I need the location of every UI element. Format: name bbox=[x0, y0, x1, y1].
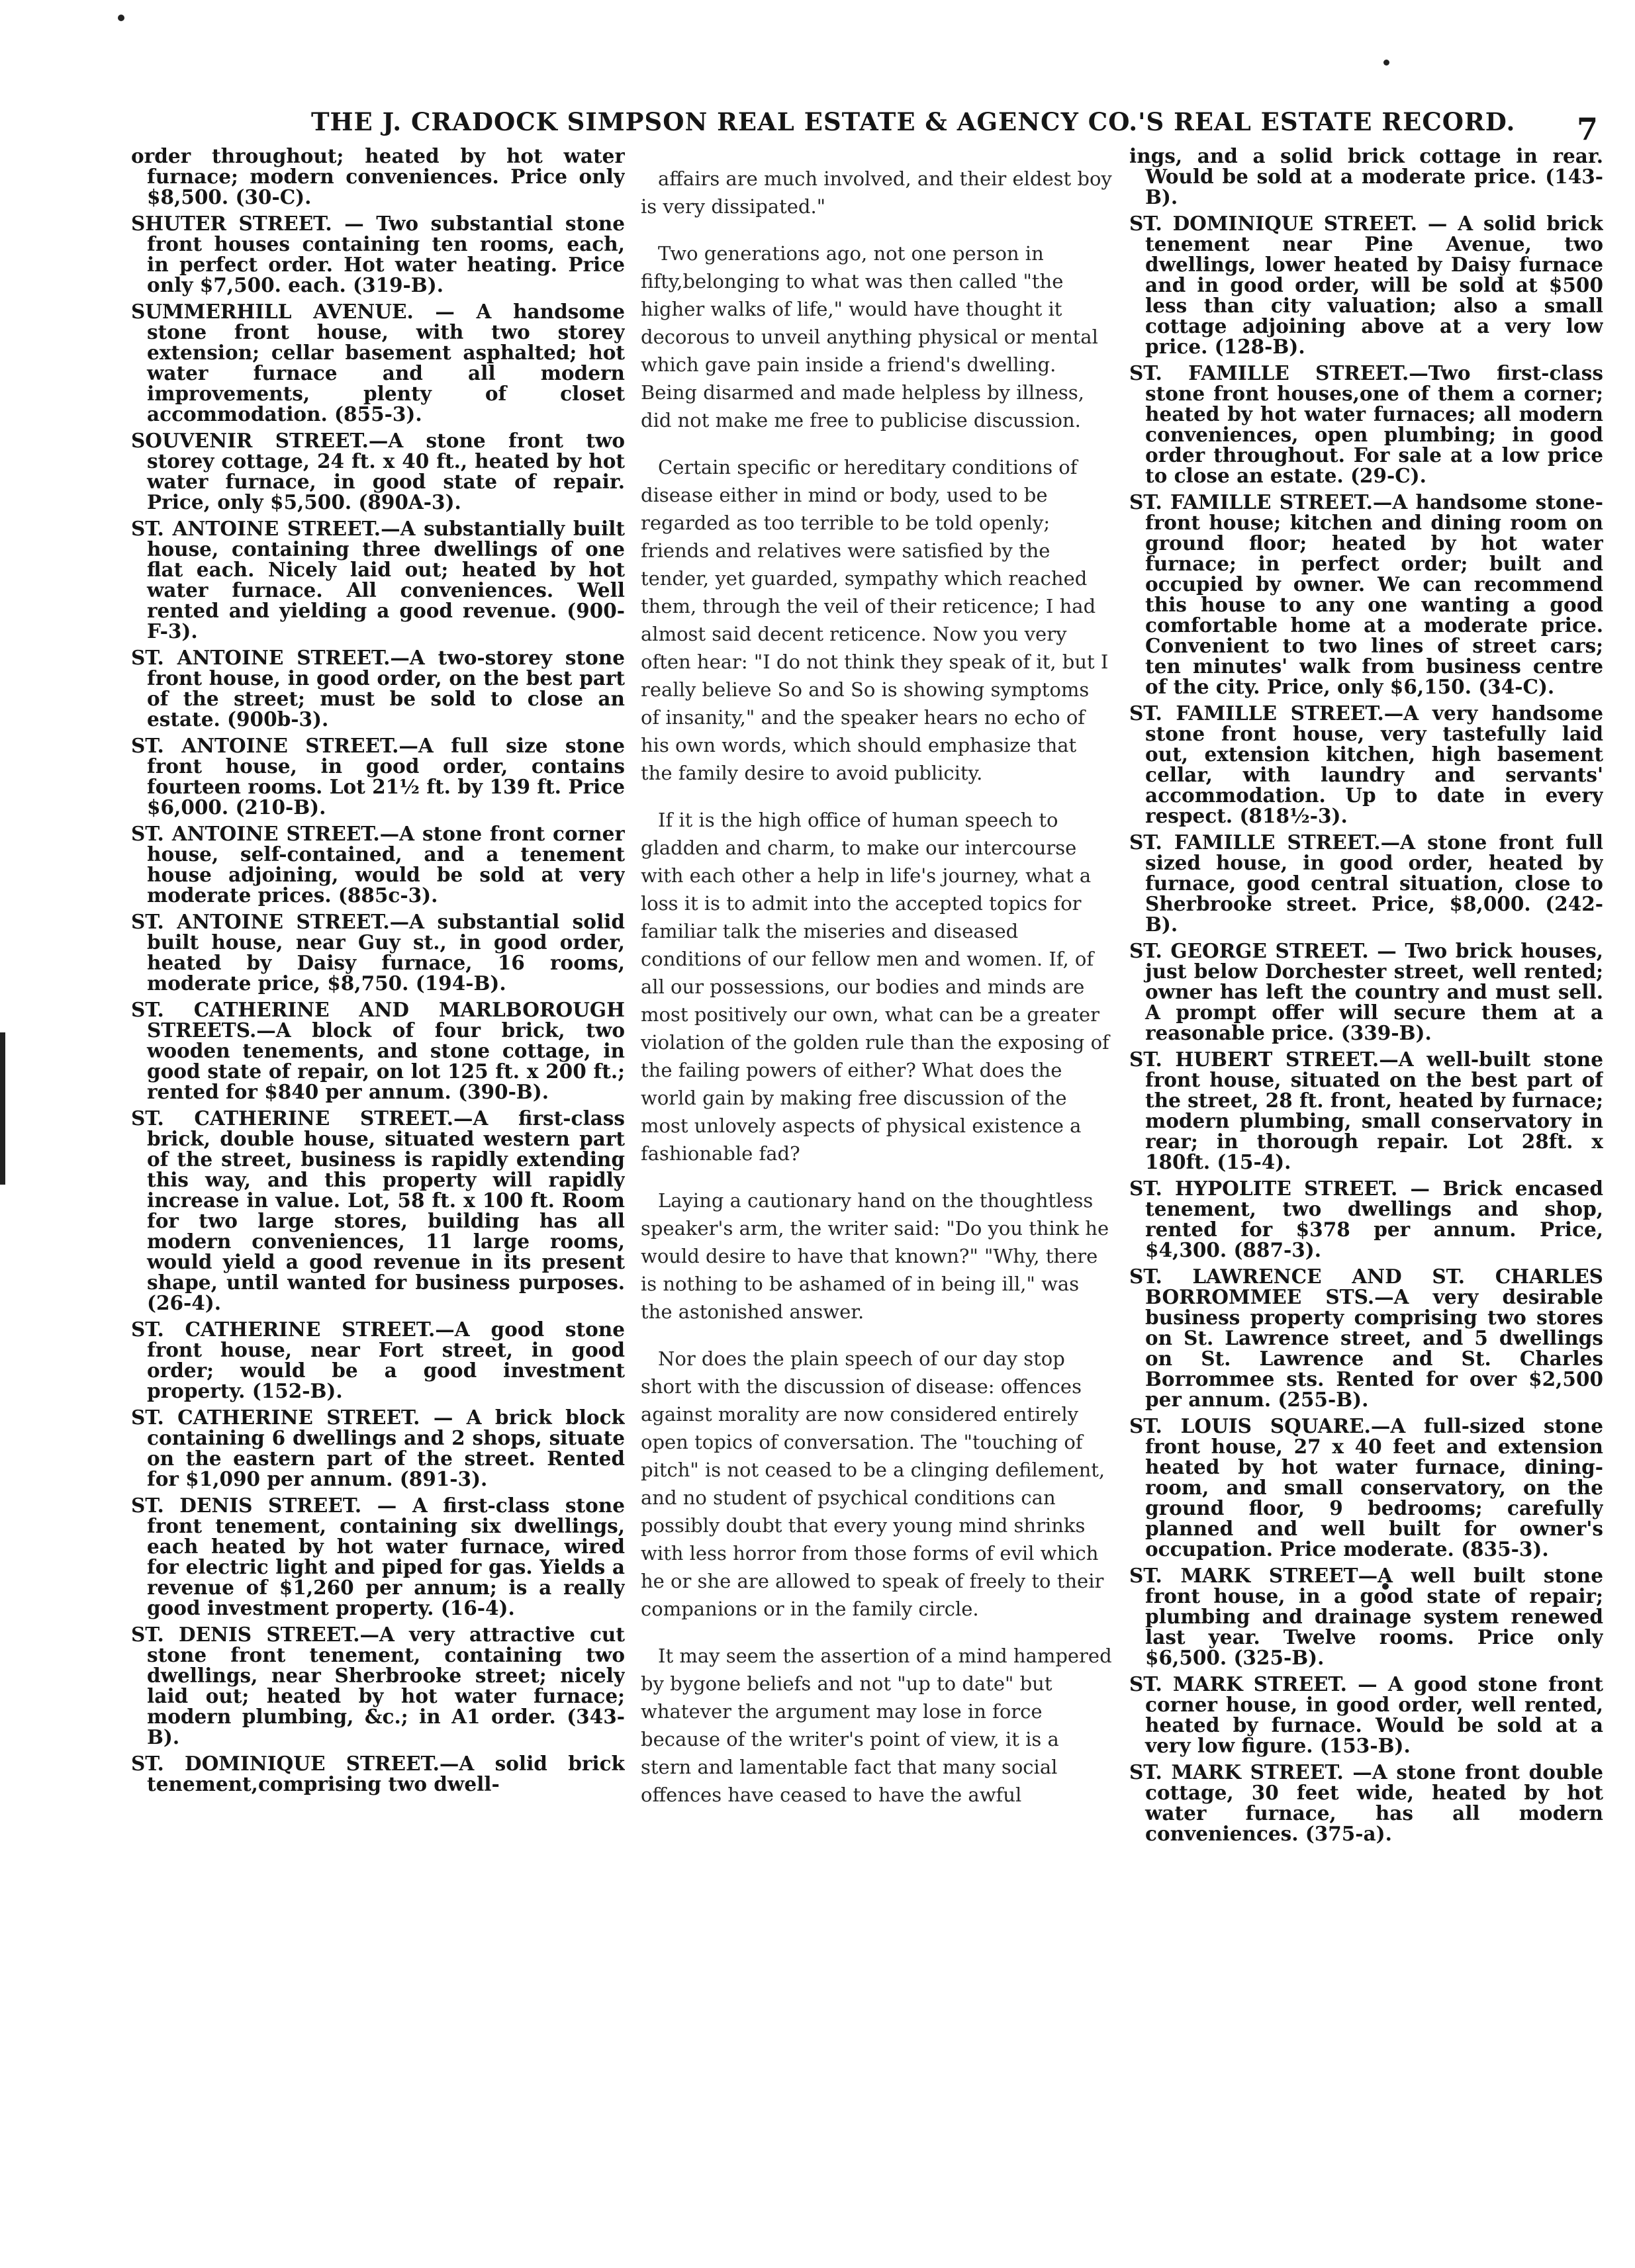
listing: ST. ANTOINE STREET.—A substantial solid built house, near Guy st., in good order, heated by Daisy furnace, 16 rooms, moderate price, $8,750. (194-B). bbox=[131, 910, 625, 995]
listing: ST. HYPOLITE STREET. — Brick encased tenement, two dwellings and shop, rented for $378 per annum. Price, $4,300. (887-3). bbox=[1129, 1177, 1603, 1261]
listing: ST. FAMILLE STREET.—Two first-class stone front houses,one of them a corner; heated by hot water furnaces; all modern conveniences, open plumbing; in good order throughout. For sale at a low price to close an estate. (29-C). bbox=[1129, 361, 1603, 487]
listing: order throughout; heated by hot water furnace; modern conveniences. Price only $8,500. (30-C). bbox=[131, 146, 625, 208]
listing: ST. LAWRENCE AND ST. CHARLES BORROMMEE STS.—A very desirable business property comprising two stores on St. Lawrence street, and 5 dwellings on St. Lawrence and St. Charles Borrommee sts. Rented for over $2,500 per annum. (255-B). bbox=[1129, 1265, 1603, 1411]
article-paragraph: Certain specific or hereditary conditions of disease either in mind or body, used to be regarded as too terrible to be told openly; friends and relatives were satisfied by the tender, yet guarded, sympathy which reached them, through the veil of their reticence; I had almost said decent reticence. Now you very often hear: "I do not think they speak of it, but I really believe So and So is showing symptoms of insanity," and the speaker hears no echo of his own words, which should emphasize that the family desire to avoid publicity. bbox=[641, 456, 1109, 784]
article-paragraph: Two generations ago, not one person in fifty,belonging to what was then called "the higher walks of life," would have thought it decorous to unveil anything physical or mental which gave pain inside a friend's dwelling. Being disarmed and made helpless by illness, did not make me free to publicise discussion. bbox=[641, 242, 1098, 431]
left-margin-rule bbox=[0, 1032, 5, 1185]
page-number: 7 bbox=[1577, 111, 1599, 147]
listing: ST. FAMILLE STREET.—A stone front full sized house, in good order, heated by furnace, good central situation, close to Sherbrooke street. Price, $8,000. (242-B). bbox=[1129, 831, 1603, 936]
listing: ST. ANTOINE STREET.—A substantially built house, containing three dwellings of one flat each. Nicely laid out; heated by hot water furnace. All conveniences. Well rented and yielding a good revenue. (900-F-3). bbox=[131, 517, 625, 643]
listing: ST. DENIS STREET.—A very attractive cut stone front tenement, containing two dwellings, near Sherbrooke street; nicely laid out; heated by hot water furnace; modern plumbing, &c.; in A1 order. (343-B). bbox=[131, 1623, 625, 1748]
listing: ST. CATHERINE AND MARLBOROUGH STREETS.—A block of four brick, two wooden tenements, and stone cottage, in good state of repair, on lot 125 ft. x 200 ft.; rented for $840 per annum. (390-B). bbox=[131, 998, 625, 1103]
listing: ST. DOMINIQUE STREET. — A solid brick tenement near Pine Avenue, two dwellings, lower heated by Daisy furnace and in good order, will be sold at $500 less than city valuation; also a small cottage adjoining above at a very low price. (128-B). bbox=[1129, 212, 1603, 358]
print-speck bbox=[118, 15, 124, 21]
print-speck bbox=[1383, 60, 1389, 66]
listing: ST. DENIS STREET. — A first-class stone front tenement, containing six dwellings, each heated by hot water furnace, wired for electric light and piped for gas. Yields a revenue of $1,260 per annum; is a really good investment property. (16-4). bbox=[131, 1494, 625, 1619]
listing: ST. FAMILLE STREET.—A handsome stone-front house; kitchen and dining room on ground floor; heated by hot water furnace; in perfect order; built and occupied by owner. We can recommend this house to any one wanting a good comfortable home at a moderate price. Convenient to two lines of street cars; ten minutes' walk from business centre of the city. Price, only $6,150. (34-C). bbox=[1129, 490, 1603, 698]
listing: ST. MARK STREET. —A stone front double cottage, 30 feet wide, heated by hot water furnace, has all modern conveniences. (375-a). bbox=[1129, 1760, 1603, 1845]
listing: ST. ANTOINE STREET.—A two-storey stone front house, in good order, on the best part of the street; must be sold to close an estate. (900b-3). bbox=[131, 646, 625, 731]
listing: ST. DOMINIQUE STREET.—A solid brick tenement,comprising two dwell- bbox=[131, 1752, 625, 1795]
listing: ST. CATHERINE STREET. — A brick block containing 6 dwellings and 2 shops, situate on the eastern part of the street. Rented for $1,090 per annum. (891-3). bbox=[131, 1406, 625, 1490]
listing: ST. MARK STREET. — A good stone front corner house, in good order, well rented, heated by furnace. Would be sold at a very low figure. (153-B). bbox=[1129, 1672, 1603, 1757]
article-paragraph: Nor does the plain speech of our day stop short with the discussion of disease: offences against morality are now considered entirely open topics of conversation. The "touching of pitch" is not ceased to be a clinging defilement, and no student of psychical conditions can possibly doubt that every young mind shrinks with less horror from those forms of evil which he or she are allowed to speak of freely to their companions or in the family circle. bbox=[641, 1347, 1105, 1620]
listing: ST. CATHERINE STREET.—A good stone front house, near Fort street, in good order; would be a good investment property. (152-B). bbox=[131, 1318, 625, 1402]
listing: ST. ANTOINE STREET.—A full size stone front house, in good order, contains fourteen rooms. Lot 21½ ft. by 139 ft. Price $6,000. (210-B). bbox=[131, 734, 625, 819]
listing: ST. LOUIS SQUARE.—A full-sized stone front house, 27 x 40 feet and extension heated by hot water furnace, dining-room, and small conservatory, on the ground floor, 9 bedrooms; carefully planned and well built for owner's occupation. Price moderate. (835-3). bbox=[1129, 1414, 1603, 1561]
listing: ST. CATHERINE STREET.—A first-class brick, double house, situated western part of the street, business is rapidly extending this way, and this property will rapidly increase in value. Lot, 58 ft. x 100 ft. Room for two large stores, building has all modern conveniences, 11 large rooms, would yield a good revenue in its present shape, until wanted for business purposes. (26-4). bbox=[131, 1107, 625, 1314]
page-header: THE J. CRADOCK SIMPSON REAL ESTATE & AGENCY CO.'S REAL ESTATE RECORD. bbox=[311, 107, 1516, 136]
listing: ST. MARK STREET—A well built stone front house, in a good state of repair; plumbing and drainage system renewed last year. Twelve rooms. Price only $6,500. (325-B). bbox=[1129, 1564, 1603, 1669]
article-paragraph: Laying a cautionary hand on the thoughtless speaker's arm, the writer said: "Do you think he would desire to have that known?" "Why, there is nothing to be ashamed of in being ill," was the astonished answer. bbox=[641, 1189, 1109, 1323]
article-paragraph: It may seem the assertion of a mind hampered by bygone beliefs and not "up to date" but whatever the argument may lose in force because of the writer's point of view, it is a stern and lamentable fact that many social offences have ceased to have the awful bbox=[641, 1645, 1112, 1806]
listing: ings, and a solid brick cottage in rear. Would be sold at a moderate price. (143-B). bbox=[1129, 146, 1603, 208]
article-paragraph: affairs are much involved, and their eldest boy is very dissipated." bbox=[641, 167, 1112, 218]
article-paragraph: If it is the high office of human speech to gladden and charm, to make our intercourse with each other a help in life's journey, what a loss it is to admit into the accepted topics for familiar talk the miseries and diseased conditions of our fellow men and women. If, of all our possessions, our bodies and minds are most positively our own, what can be a greater violation of the golden rule than the exposing of the failing powers of either? What does the world gain by making free discussion of the most unlovely aspects of physical existence a fashionable fad? bbox=[641, 809, 1109, 1165]
listing: ST. GEORGE STREET. — Two brick houses, just below Dorchester street, well rented; owner has left the country and must sell. A prompt offer will secure them at a reasonable price. (339-B). bbox=[1129, 939, 1603, 1044]
listing: ST. ANTOINE STREET.—A stone front corner house, self-contained, and a tenement house adjoining, would be sold at very moderate prices. (885c-3). bbox=[131, 822, 625, 907]
column-middle-article bbox=[641, 146, 1112, 2244]
column-right bbox=[1129, 146, 1603, 2244]
listing: SHUTER STREET. — Two substantial stone front houses containing ten rooms, each, in perfect order. Hot water heating. Price only $7,500. each. (319-B). bbox=[131, 212, 625, 296]
listing: SUMMERHILL AVENUE. — A handsome stone front house, with two storey extension; cellar basement asphalted; hot water furnace and all modern improvements, plenty of closet accommodation. (855-3). bbox=[131, 300, 625, 426]
listing: ST. FAMILLE STREET.—A very handsome stone front house, very tastefully laid out, extension kitchen, high basement cellar, with laundry and servants' accommodation. Up to date in every respect. (818½-3). bbox=[1129, 702, 1603, 827]
listing: SOUVENIR STREET.—A stone front two storey cottage, 24 ft. x 40 ft., heated by hot water furnace, in good state of repair. Price, only $5,500. (890A-3). bbox=[131, 429, 625, 514]
column-left bbox=[131, 146, 625, 2244]
listing: ST. HUBERT STREET.—A well-built stone front house, situated on the best part of the street, 28 ft. front, heated by furnace; modern plumbing, small conservatory in rear; in thorough repair. Lot 28ft. x 180ft. (15-4). bbox=[1129, 1048, 1603, 1173]
